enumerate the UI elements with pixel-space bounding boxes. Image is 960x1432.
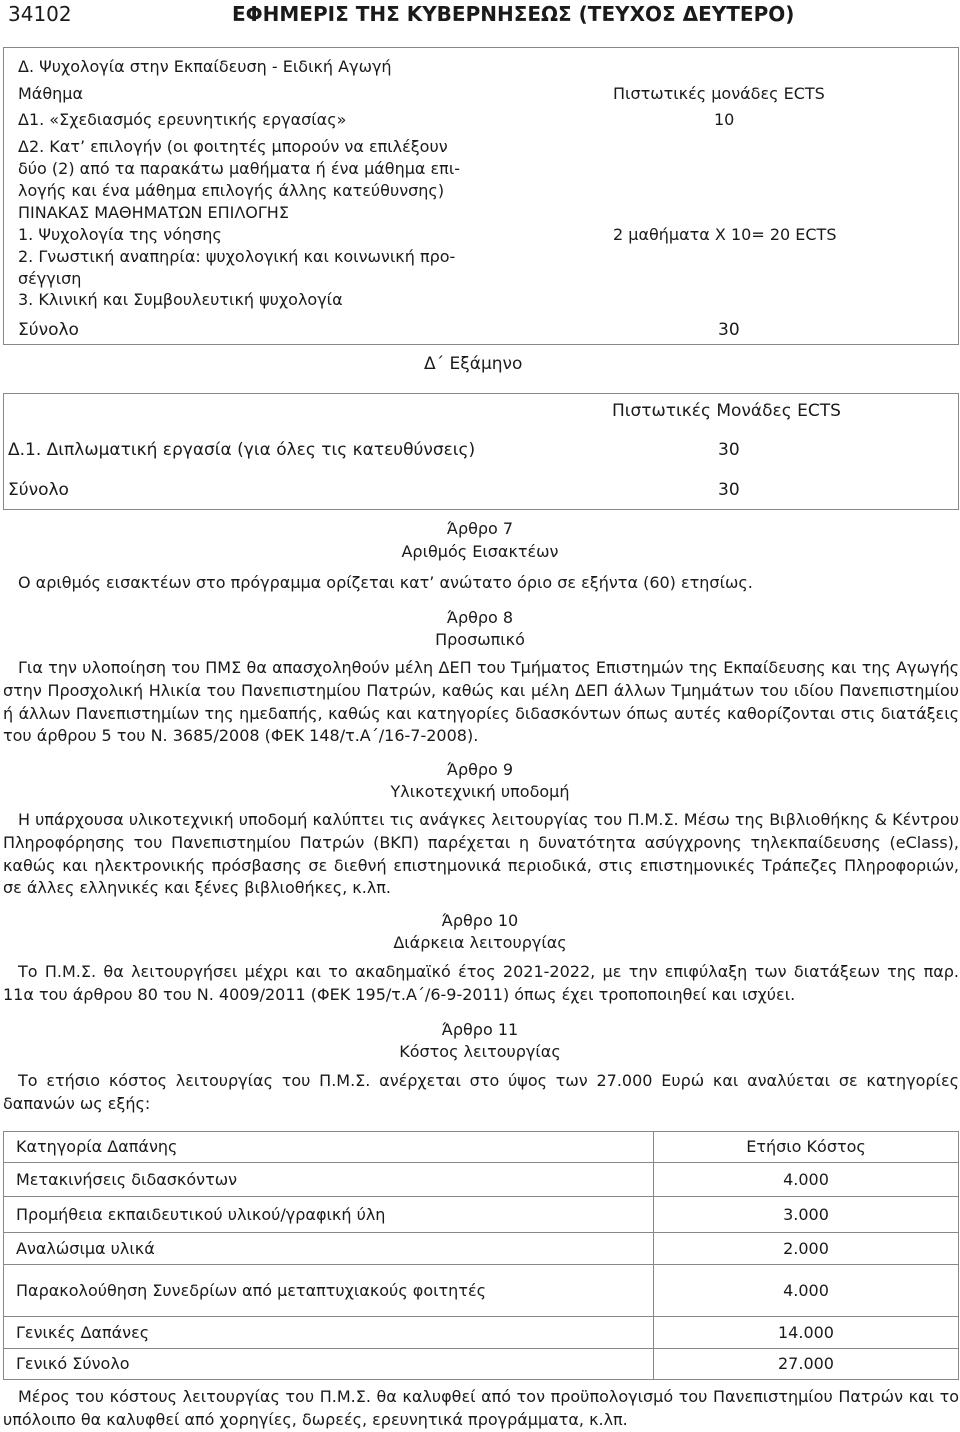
article-9-heading: Άρθρο 9 [446, 760, 514, 779]
elective-ects: 2 μαθήματα Χ 10= 20 ECTS [613, 225, 837, 244]
article-10-subheading: Διάρκεια λειτουργίας [393, 933, 567, 952]
page-number: 34102 [8, 2, 72, 26]
semester-d-col-ects: Πιστωτικές Μονάδες ECTS [612, 401, 841, 421]
gazette-title: ΕΦΗΜΕΡΙΣ ΤΗΣ ΚΥΒΕΡΝΗΣΕΩΣ (ΤΕΥΧΟΣ ΔΕΥΤΕΡΟ) [232, 2, 795, 26]
cost-table [3, 1131, 959, 1380]
cost-category: Γενικό Σύνολο [4, 1349, 654, 1380]
article-8-heading: Άρθρο 8 [446, 608, 514, 627]
table-row [4, 1265, 959, 1317]
article-11-subheading: Κόστος λειτουργίας [399, 1042, 561, 1061]
table-row [4, 1163, 959, 1197]
cost-category: Προμήθεια εκπαιδευτικού υλικού/γραφική ύλη [4, 1197, 654, 1233]
elective-1: 1. Ψυχολογία της νόησης [18, 225, 222, 244]
article-7-subheading: Αριθμός Εισακτέων [401, 542, 559, 561]
cost-value: 4.000 [654, 1265, 959, 1317]
article-10-text: Το Π.Μ.Σ. θα λειτουργήσει μέχρι και το ακαδημαϊκό έτος 2021-2022, με την επιφύλαξη των διατάξεων της παρ. 11α του άρθρου 80 του Ν. 4009/2011 (ΦΕΚ 195/τ.Α΄/6-9-2011) όπως έχει τροποποιηθεί και ισχύει. [3, 962, 959, 1004]
article-10-heading: Άρθρο 10 [441, 911, 519, 930]
closing-text: Μέρος του κόστους λειτουργίας του Π.Μ.Σ. θα καλυφθεί από τον προϋπολογισμό του Πανεπιστημίου Πατρών και το υπόλοιπο θα καλυφθεί από χορηγίες, δωρεές, ερευνητικά προγράμματα, κ.λπ. [3, 1387, 959, 1429]
article-11-heading: Άρθρο 11 [441, 1020, 519, 1039]
course-d1-ects: 10 [714, 110, 735, 129]
cost-table-header [4, 1132, 959, 1163]
article-9-subheading: Υλικοτεχνική υποδομή [390, 782, 570, 801]
table-row [4, 1317, 959, 1349]
article-7-heading: Άρθρο 7 [446, 519, 514, 538]
cost-value: 27.000 [654, 1349, 959, 1380]
col-category-header: Κατηγορία Δαπάνης [4, 1132, 654, 1163]
course-d2-line: λογής και ένα μάθημα επιλογής άλλης κατεύθυνσης) [18, 181, 445, 200]
cost-value: 14.000 [654, 1317, 959, 1349]
section-title: Δ. Ψυχολογία στην Εκπαίδευση - Ειδική Αγωγή [18, 57, 392, 76]
elective-2-line: 2. Γνωστική αναπηρία: ψυχολογική και κοινωνική προ- [18, 247, 456, 266]
cost-value: 4.000 [654, 1163, 959, 1197]
semester-d-course: Δ.1. Διπλωματική εργασία (για όλες τις κατευθύνσεις) [8, 440, 476, 460]
total-label: Σύνολο [18, 320, 79, 340]
table-row [4, 1233, 959, 1265]
cost-category: Παρακολούθηση Συνεδρίων από μεταπτυχιακούς φοιτητές [4, 1265, 654, 1317]
cost-value: 3.000 [654, 1197, 959, 1233]
col-cost-header: Ετήσιο Κόστος [654, 1132, 959, 1163]
col-course-header: Μάθημα [18, 84, 84, 103]
cost-value: 2.000 [654, 1233, 959, 1265]
semester-d-total-value: 30 [718, 480, 740, 500]
semester-d-total-label: Σύνολο [8, 480, 69, 500]
table-row [4, 1349, 959, 1380]
elective-2-line: σέγγιση [18, 269, 82, 288]
semester-d-title: Δ΄ Εξάμηνο [424, 354, 523, 374]
article-8-text: Για την υλοποίηση του ΠΜΣ θα απασχοληθούν μέλη ΔΕΠ του Τμήματος Επιστημών της Εκπαίδευσης και της Αγωγής στην Προσχολική Ηλικία του Πανεπιστημίου Πατρών, καθώς και μέλη ΔΕΠ άλλων Τμημάτων του ιδίου Πανεπιστημίου ή άλλων Πανεπιστημίων της ημεδαπής, καθώς και κατηγορίες διδασκόντων όπως αυτές καθορίζονται στις διατάξεις του άρθρου 5 του Ν. 3685/2008 (ΦΕΚ 148/τ.Α΄/16-7-2008). [3, 658, 959, 746]
article-9-text: Η υπάρχουσα υλικοτεχνική υποδομή καλύπτει τις ανάγκες λειτουργίας του Π.Μ.Σ. Μέσω της Βιβλιοθήκης & Κέντρου Πληροφόρησης του Πανεπιστημίου Πατρών (ΒΚΠ) παρέχεται η δυνατότητα ασύγχρονης τηλεκπαίδευσης (eClass), καθώς και ηλεκτρονικής πρόσβασης σε διεθνή επιστημονικά περιοδικά, στις επιστημονικές Τράπεζες Πληροφοριών, σε άλλες ελληνικές και ξένες βιβλιοθήκες, κ.λπ. [3, 810, 959, 898]
page-header [0, 0, 960, 30]
course-d1: Δ1. «Σχεδιασμός ερευνητικής εργασίας» [18, 110, 347, 129]
col-ects-header: Πιστωτικές μονάδες ECTS [613, 84, 825, 103]
cost-category: Μετακινήσεις διδασκόντων [4, 1163, 654, 1197]
table-row [4, 1197, 959, 1233]
cost-category: Γενικές Δαπάνες [4, 1317, 654, 1349]
article-11-text: Το ετήσιο κόστος λειτουργίας του Π.Μ.Σ. ανέρχεται στο ύψος των 27.000 Ευρώ και αναλύεται σε κατηγορίες δαπανών ως εξής: [3, 1071, 959, 1113]
course-d2-line: δύο (2) από τα παρακάτω μαθήματα ή ένα μάθημα επι- [18, 159, 460, 178]
article-7-text: Ο αριθμός εισακτέων στο πρόγραμμα ορίζεται κατ’ ανώτατο όριο σε εξήντα (60) ετησίως. [18, 573, 753, 592]
cost-category: Αναλώσιμα υλικά [4, 1233, 654, 1265]
article-8-subheading: Προσωπικό [435, 630, 525, 649]
semester-d-course-ects: 30 [718, 440, 740, 460]
electives-table-title: ΠΙΝΑΚΑΣ ΜΑΘΗΜΑΤΩΝ ΕΠΙΛΟΓΗΣ [18, 203, 289, 222]
course-d2-line: Δ2. Κατ’ επιλογήν (οι φοιτητές μπορούν να επιλέξουν [18, 137, 448, 156]
elective-3: 3. Κλινική και Συμβουλευτική ψυχολογία [18, 290, 343, 309]
total-value: 30 [718, 320, 740, 340]
